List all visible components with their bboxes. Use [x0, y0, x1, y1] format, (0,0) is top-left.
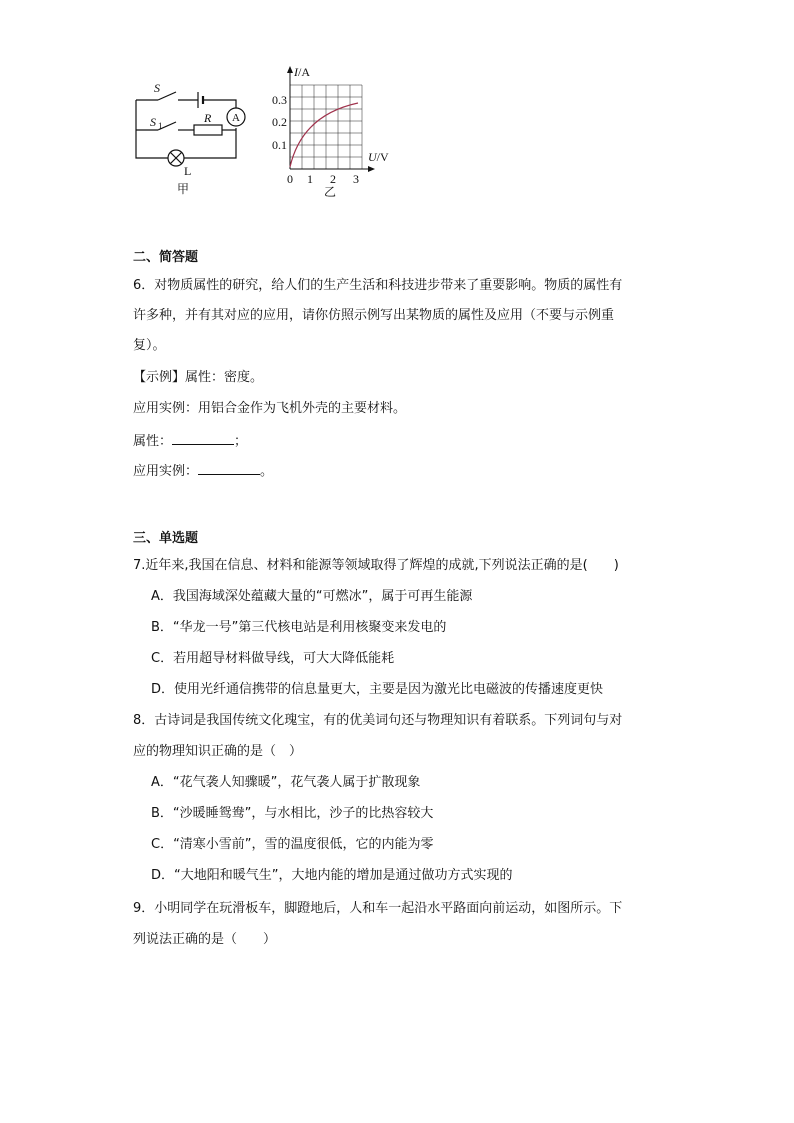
question-9-stem-line-2: 列说法正确的是（ ） [133, 932, 277, 947]
physics-figures [126, 60, 396, 205]
graph-grid [290, 85, 362, 169]
lamp-label: L [184, 164, 192, 178]
resistor-label: R [204, 111, 212, 125]
question-8-stem-line-2: 应的物理知识正确的是（ ） [133, 744, 303, 759]
graph-y-tick: 0.2 [272, 115, 287, 129]
circuit-wire-battery-ammeter [203, 100, 236, 108]
graph-y-label: I/A [294, 65, 310, 79]
question-8-option-b[interactable]: B．“沙暖睡鸳鸯”，与水相比，沙子的比热容较大 [151, 806, 434, 821]
switch-s1-label: S [150, 115, 156, 129]
graph-caption: 乙 [324, 185, 337, 199]
question-7-option-b[interactable]: B．“华龙一号”第三代核电站是利用核聚变来发电的 [151, 620, 447, 635]
property-answer-blank[interactable] [172, 432, 234, 445]
question-6-line-1: 6．对物质属性的研究，给人们的生产生活和科技进步带来了重要影响。物质的属性有 [133, 278, 623, 293]
graph-x-tick: 3 [353, 172, 359, 186]
circuit-diagram [136, 92, 245, 166]
switch-s-blade [158, 92, 176, 100]
property-label: 属性： [133, 434, 173, 449]
graph-x-tick: 0 [287, 172, 293, 186]
question-6-example-application: 应用实例：用铝合金作为飞机外壳的主要材料。 [133, 401, 407, 416]
graph-iu-curve [290, 103, 358, 167]
question-7-stem: 7.近年来,我国在信息、材料和能源等领域取得了辉煌的成就,下列说法正确的是( ) [133, 558, 619, 573]
question-8-stem-line-1: 8．古诗词是我国传统文化瑰宝，有的优美词句还与物理知识有着联系。下列词句与对 [133, 713, 623, 728]
graph-x-tick: 1 [307, 172, 313, 186]
iu-graph [287, 66, 375, 172]
application-answer-blank[interactable] [198, 462, 260, 475]
graph-y-tick: 0.3 [272, 93, 287, 107]
question-6-line-3: 复）。 [133, 338, 166, 353]
ammeter-label: A [232, 112, 240, 124]
graph-y-arrow [287, 66, 293, 73]
question-7-option-a[interactable]: A．我国海域深处蕴藏大量的“可燃冰”，属于可再生能源 [151, 589, 473, 604]
question-7-option-d[interactable]: D．使用光纤通信携带的信息量更大，主要是因为激光比电磁波的传播速度更快 [151, 682, 604, 697]
circuit-wire-top [136, 100, 236, 158]
switch-s1-subscript: 1 [158, 121, 163, 131]
application-label: 应用实例： [133, 464, 199, 479]
section-title-short-answer: 二、简答题 [133, 250, 199, 265]
graph-y-tick: 0.1 [272, 138, 287, 152]
circuit-caption: 甲 [177, 182, 190, 196]
question-6-application-answer [133, 462, 273, 481]
question-6-property-answer [133, 432, 247, 451]
question-8-option-d[interactable]: D．“大地阳和暖气生”，大地内能的增加是通过做功方式实现的 [151, 868, 513, 883]
graph-x-label: U/V [368, 150, 389, 164]
section-title-single-choice: 三、单选题 [133, 531, 199, 546]
question-7-option-c[interactable]: C．若用超导材料做导线，可大大降低能耗 [151, 651, 395, 666]
switch-s-label: S [154, 81, 160, 95]
question-9-stem-line-1: 9．小明同学在玩滑板车，脚蹬地后，人和车一起沿水平路面向前运动，如图所示。下 [133, 901, 623, 916]
question-6-example-property: 【示例】属性：密度。 [133, 370, 264, 385]
question-6-line-2: 许多种，并有其对应的应用，请你仿照示例写出某物质的属性及应用（不要与示例重 [133, 308, 615, 323]
property-end-mark: ； [234, 434, 248, 449]
graph-x-arrow [368, 166, 375, 172]
graph-x-tick: 2 [330, 172, 336, 186]
question-8-option-a[interactable]: A．“花气袭人知骤暖”，花气袭人属于扩散现象 [151, 775, 421, 790]
question-8-option-c[interactable]: C．“清寒小雪前”，雪的温度很低，它的内能为零 [151, 837, 434, 852]
application-end-mark: 。 [260, 464, 274, 479]
resistor-symbol [194, 125, 222, 135]
